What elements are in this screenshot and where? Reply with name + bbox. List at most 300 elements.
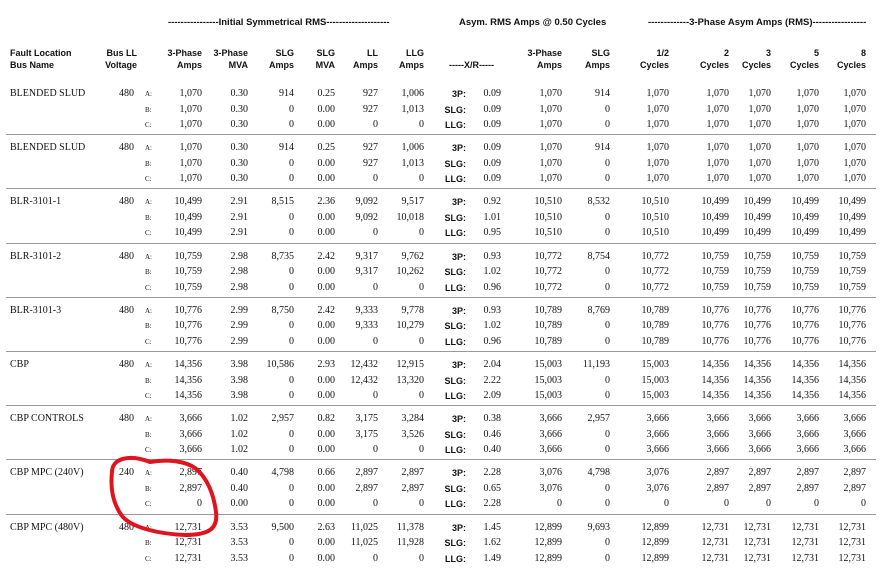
cell-three-cycle: 10,776 bbox=[743, 335, 771, 347]
cell-five-cycle: 1,070 bbox=[796, 103, 819, 115]
cell-slg-amps: 0 bbox=[289, 498, 294, 510]
cell-asym-3ph: 10,510 bbox=[534, 211, 562, 223]
cell-3ph-mva: 3.98 bbox=[230, 359, 248, 370]
cell-three-cycle: 3,666 bbox=[748, 444, 771, 456]
cell-two-cycle: 10,499 bbox=[701, 211, 729, 223]
cell-ll-amps: 3,175 bbox=[355, 413, 378, 425]
cell-three-cycle: 1,070 bbox=[748, 173, 771, 185]
bus-name: BLENDED SLUD bbox=[10, 142, 86, 154]
cell-half-cycle: 1,070 bbox=[646, 142, 669, 154]
cell-slg-amps: 0 bbox=[289, 335, 294, 347]
cell-3ph-amps: 2,897 bbox=[179, 467, 202, 479]
cell-two-cycle: 3,666 bbox=[706, 413, 729, 425]
cell-ll-amps: 12,432 bbox=[350, 359, 378, 370]
cell-slg-amps: 0 bbox=[289, 320, 294, 332]
col-ll-amps-header-2: Amps bbox=[352, 60, 378, 70]
bus-name-header: Bus Name bbox=[10, 60, 55, 70]
cell-eight-cycle: 3,666 bbox=[843, 413, 866, 425]
cell-llg-amps: 1,006 bbox=[401, 88, 424, 99]
cell-3ph-mva: 2.91 bbox=[230, 211, 248, 223]
xr-fault-type: SLG: bbox=[444, 212, 466, 223]
col-slg-amps-header: SLG bbox=[275, 48, 294, 58]
bus-separator bbox=[6, 405, 876, 406]
cell-3ph-mva: 2.99 bbox=[230, 320, 248, 332]
asym-3ph-amps-header: 3-Phase bbox=[527, 48, 562, 58]
xr-fault-type: LLG: bbox=[445, 336, 466, 347]
cell-two-cycle: 14,356 bbox=[701, 359, 729, 370]
cell-ll-amps: 2,897 bbox=[355, 467, 378, 479]
phase-label: C: bbox=[145, 283, 152, 292]
cell-3ph-amps: 1,070 bbox=[179, 173, 202, 185]
phase-label: A: bbox=[145, 144, 152, 153]
cell-slg-amps: 8,750 bbox=[271, 304, 294, 316]
cell-xr: 0.09 bbox=[483, 157, 501, 169]
cell-half-cycle: 10,772 bbox=[641, 281, 669, 293]
cell-3ph-mva: 0.00 bbox=[230, 498, 248, 510]
cell-two-cycle: 10,776 bbox=[701, 320, 729, 332]
xr-fault-type: LLG: bbox=[445, 282, 466, 293]
cell-asym-3ph: 3,076 bbox=[539, 482, 562, 494]
cell-half-cycle: 10,789 bbox=[641, 320, 669, 332]
cell-slg-amps: 8,735 bbox=[271, 250, 294, 262]
cell-xr: 0.65 bbox=[483, 482, 501, 494]
cell-two-cycle: 10,759 bbox=[701, 250, 729, 262]
cell-slg-mva: 0.00 bbox=[317, 335, 335, 347]
cell-slg-amps: 0 bbox=[289, 444, 294, 456]
cell-five-cycle: 3,666 bbox=[796, 428, 819, 440]
cell-3ph-mva: 0.30 bbox=[230, 173, 248, 185]
cell-five-cycle: 10,499 bbox=[791, 196, 819, 208]
cell-asym-3ph: 12,899 bbox=[534, 521, 562, 533]
cell-3ph-amps: 12,731 bbox=[174, 521, 202, 533]
bus-separator bbox=[6, 459, 876, 460]
cell-eight-cycle: 14,356 bbox=[838, 359, 866, 370]
cell-eight-cycle: 1,070 bbox=[843, 157, 866, 169]
cell-three-cycle: 3,666 bbox=[748, 428, 771, 440]
bus-name: CBP MPC (240V) bbox=[10, 467, 84, 479]
cell-ll-amps: 0 bbox=[373, 444, 378, 456]
cell-3ph-mva: 3.53 bbox=[230, 537, 248, 549]
eight-cycle-header: 8 bbox=[860, 48, 866, 58]
cell-3ph-mva: 0.30 bbox=[230, 103, 248, 115]
cell-eight-cycle: 10,759 bbox=[838, 281, 866, 293]
cell-slg-amps: 0 bbox=[289, 173, 294, 185]
cell-slg-amps: 0 bbox=[289, 227, 294, 239]
cell-half-cycle: 1,070 bbox=[646, 157, 669, 169]
cell-asym-slg: 0 bbox=[605, 266, 610, 278]
cell-two-cycle: 1,070 bbox=[706, 173, 729, 185]
col-ll-amps-header: LL bbox=[367, 48, 378, 58]
bus-separator bbox=[6, 188, 876, 189]
cell-xr: 0.46 bbox=[483, 428, 501, 440]
cell-half-cycle: 1,070 bbox=[646, 88, 669, 99]
cell-asym-3ph: 1,070 bbox=[539, 173, 562, 185]
xr-fault-type: LLG: bbox=[445, 120, 466, 130]
cell-three-cycle: 1,070 bbox=[748, 103, 771, 115]
five-cycle-header: 5 bbox=[813, 48, 819, 58]
col-3ph-mva-header-2: MVA bbox=[228, 60, 248, 70]
cell-five-cycle: 0 bbox=[814, 498, 819, 510]
cell-asym-slg: 11,193 bbox=[582, 359, 610, 370]
cell-three-cycle: 10,759 bbox=[743, 281, 771, 293]
cell-llg-amps: 0 bbox=[419, 227, 424, 239]
cell-3ph-amps: 10,499 bbox=[174, 227, 202, 239]
cell-3ph-amps: 10,776 bbox=[174, 335, 202, 347]
cell-asym-slg: 8,769 bbox=[587, 304, 610, 316]
cell-five-cycle: 2,897 bbox=[796, 482, 819, 494]
cell-two-cycle: 2,897 bbox=[706, 467, 729, 479]
cell-half-cycle: 3,666 bbox=[646, 444, 669, 456]
phase-label: B: bbox=[145, 213, 152, 222]
cell-3ph-amps: 10,499 bbox=[174, 211, 202, 223]
cell-asym-3ph: 15,003 bbox=[534, 374, 562, 386]
cell-two-cycle: 10,776 bbox=[701, 335, 729, 347]
cell-three-cycle: 10,776 bbox=[743, 320, 771, 332]
cell-slg-mva: 0.00 bbox=[317, 498, 335, 510]
cell-3ph-amps: 3,666 bbox=[179, 413, 202, 425]
bus-voltage: 480 bbox=[119, 413, 134, 425]
cell-three-cycle: 14,356 bbox=[743, 359, 771, 370]
cell-3ph-mva: 3.98 bbox=[230, 390, 248, 401]
cell-half-cycle: 0 bbox=[664, 498, 669, 510]
phase-label: B: bbox=[145, 322, 152, 331]
cell-five-cycle: 14,356 bbox=[791, 390, 819, 401]
cell-llg-amps: 1,013 bbox=[401, 103, 424, 115]
cell-xr: 2.22 bbox=[483, 374, 501, 386]
phase-label: B: bbox=[145, 159, 152, 168]
bus-separator bbox=[6, 134, 876, 135]
phase-label: B: bbox=[145, 430, 152, 439]
cell-asym-3ph: 10,789 bbox=[534, 304, 562, 316]
bus-voltage: 480 bbox=[119, 521, 134, 533]
cell-half-cycle: 15,003 bbox=[641, 359, 669, 370]
two-cycle-header: 2 bbox=[723, 48, 729, 58]
cell-asym-slg: 9,693 bbox=[587, 521, 610, 533]
cell-3ph-amps: 1,070 bbox=[179, 103, 202, 115]
cell-slg-mva: 2.42 bbox=[317, 250, 335, 262]
cell-three-cycle: 10,499 bbox=[743, 211, 771, 223]
xr-fault-type: 3P: bbox=[451, 197, 466, 208]
cell-eight-cycle: 10,776 bbox=[838, 335, 866, 347]
cell-three-cycle: 10,776 bbox=[743, 304, 771, 316]
cell-llg-amps: 9,778 bbox=[401, 304, 424, 316]
cell-ll-amps: 0 bbox=[373, 335, 378, 347]
cell-five-cycle: 10,499 bbox=[791, 227, 819, 239]
cell-two-cycle: 0 bbox=[724, 498, 729, 510]
cell-llg-amps: 3,526 bbox=[401, 428, 424, 440]
cell-asym-3ph: 3,666 bbox=[539, 413, 562, 425]
col-3ph-amps-header-2: Amps bbox=[176, 60, 202, 70]
cell-asym-slg: 914 bbox=[595, 88, 610, 99]
cell-half-cycle: 15,003 bbox=[641, 374, 669, 386]
cell-slg-mva: 0.82 bbox=[317, 413, 335, 425]
phase-label: C: bbox=[145, 446, 152, 455]
cell-ll-amps: 927 bbox=[363, 142, 378, 154]
cell-3ph-amps: 1,070 bbox=[179, 119, 202, 130]
cell-slg-amps: 0 bbox=[289, 281, 294, 293]
cell-eight-cycle: 0 bbox=[861, 498, 866, 510]
five-cycle-header-2: Cycles bbox=[789, 60, 819, 70]
cell-asym-slg: 8,532 bbox=[587, 196, 610, 208]
cell-slg-amps: 0 bbox=[289, 211, 294, 223]
bus-name: BLENDED SLUD bbox=[10, 88, 86, 99]
cell-three-cycle: 3,666 bbox=[748, 413, 771, 425]
cell-xr: 0.93 bbox=[483, 250, 501, 262]
cell-xr: 0.96 bbox=[483, 281, 501, 293]
phase-label: B: bbox=[145, 105, 152, 114]
cell-asym-3ph: 15,003 bbox=[534, 390, 562, 401]
phase-label: A: bbox=[145, 523, 152, 532]
cell-asym-slg: 0 bbox=[605, 157, 610, 169]
xr-fault-type: 3P: bbox=[451, 89, 466, 99]
cell-ll-amps: 0 bbox=[373, 281, 378, 293]
three-cycle-header-2: Cycles bbox=[741, 60, 771, 70]
xr-fault-type: LLG: bbox=[445, 228, 466, 239]
cell-five-cycle: 14,356 bbox=[791, 374, 819, 386]
cell-asym-slg: 0 bbox=[605, 281, 610, 293]
cell-three-cycle: 12,731 bbox=[743, 552, 771, 564]
cell-llg-amps: 1,013 bbox=[401, 157, 424, 169]
xr-fault-type: 3P: bbox=[451, 251, 466, 262]
cell-ll-amps: 11,025 bbox=[350, 521, 378, 533]
cell-asym-3ph: 1,070 bbox=[539, 103, 562, 115]
cell-3ph-mva: 2.98 bbox=[230, 266, 248, 278]
cell-two-cycle: 1,070 bbox=[706, 142, 729, 154]
phase-label: A: bbox=[145, 252, 152, 261]
cell-3ph-mva: 2.98 bbox=[230, 250, 248, 262]
cell-xr: 0.09 bbox=[483, 103, 501, 115]
cell-3ph-amps: 12,731 bbox=[174, 552, 202, 564]
cell-three-cycle: 12,731 bbox=[743, 537, 771, 549]
cell-llg-amps: 10,262 bbox=[396, 266, 424, 278]
xr-fault-type: SLG: bbox=[444, 321, 466, 332]
cell-3ph-mva: 3.53 bbox=[230, 552, 248, 564]
cell-xr: 0.09 bbox=[483, 142, 501, 154]
cell-xr: 1.02 bbox=[483, 320, 501, 332]
cell-eight-cycle: 10,776 bbox=[838, 304, 866, 316]
cell-three-cycle: 0 bbox=[766, 498, 771, 510]
phase-label: A: bbox=[145, 198, 152, 207]
phase-label: C: bbox=[145, 175, 152, 184]
cell-llg-amps: 10,018 bbox=[396, 211, 424, 223]
bus-name: CBP MPC (480V) bbox=[10, 521, 84, 533]
cell-half-cycle: 15,003 bbox=[641, 390, 669, 401]
cell-llg-amps: 13,320 bbox=[396, 374, 424, 386]
cell-two-cycle: 10,499 bbox=[701, 196, 729, 208]
cell-3ph-mva: 3.98 bbox=[230, 374, 248, 386]
cell-asym-3ph: 15,003 bbox=[534, 359, 562, 370]
cell-xr: 0.38 bbox=[483, 413, 501, 425]
cell-five-cycle: 12,731 bbox=[791, 537, 819, 549]
phase-label: A: bbox=[145, 90, 152, 98]
cell-llg-amps: 0 bbox=[419, 498, 424, 510]
cell-three-cycle: 10,759 bbox=[743, 250, 771, 262]
cell-five-cycle: 1,070 bbox=[796, 119, 819, 130]
cell-eight-cycle: 10,499 bbox=[838, 196, 866, 208]
cell-two-cycle: 10,759 bbox=[701, 266, 729, 278]
xr-fault-type: 3P: bbox=[451, 414, 466, 425]
two-cycle-header-2: Cycles bbox=[699, 60, 729, 70]
col-slg-mva-header-2: MVA bbox=[315, 60, 335, 70]
cell-asym-3ph: 1,070 bbox=[539, 157, 562, 169]
cell-xr: 0.93 bbox=[483, 304, 501, 316]
cell-two-cycle: 1,070 bbox=[706, 119, 729, 130]
cell-slg-amps: 10,586 bbox=[266, 359, 294, 370]
cell-3ph-mva: 0.30 bbox=[230, 157, 248, 169]
cell-eight-cycle: 12,731 bbox=[838, 537, 866, 549]
bus-name: BLR-3101-1 bbox=[10, 196, 62, 208]
cell-five-cycle: 1,070 bbox=[796, 157, 819, 169]
cell-llg-amps: 2,897 bbox=[401, 482, 424, 494]
cell-three-cycle: 2,897 bbox=[748, 482, 771, 494]
asym-section-title: Asym. RMS Amps @ 0.50 Cycles bbox=[459, 17, 607, 28]
cell-slg-amps: 0 bbox=[289, 119, 294, 130]
cell-slg-mva: 0.00 bbox=[317, 537, 335, 549]
cell-3ph-amps: 3,666 bbox=[179, 428, 202, 440]
xr-fault-type: 3P: bbox=[451, 305, 466, 316]
cell-asym-3ph: 10,772 bbox=[534, 250, 562, 262]
cell-slg-mva: 0.00 bbox=[317, 482, 335, 494]
cell-asym-slg: 0 bbox=[605, 103, 610, 115]
cell-slg-mva: 0.00 bbox=[317, 390, 335, 401]
cell-llg-amps: 0 bbox=[419, 281, 424, 293]
bus-voltage: 480 bbox=[119, 359, 134, 370]
cell-slg-amps: 914 bbox=[279, 142, 294, 154]
xr-fault-type: SLG: bbox=[444, 267, 466, 278]
xr-fault-type: SLG: bbox=[444, 375, 466, 386]
cell-asym-slg: 0 bbox=[605, 211, 610, 223]
cell-asym-slg: 914 bbox=[595, 142, 610, 154]
cell-slg-mva: 0.00 bbox=[317, 374, 335, 386]
bus-name: CBP bbox=[10, 359, 29, 370]
cell-asym-3ph: 10,510 bbox=[534, 227, 562, 239]
cell-xr: 1.62 bbox=[483, 537, 501, 549]
bus-separator bbox=[6, 297, 876, 298]
cell-slg-amps: 0 bbox=[289, 266, 294, 278]
cell-slg-amps: 0 bbox=[289, 374, 294, 386]
phase-label: C: bbox=[145, 392, 152, 400]
cell-five-cycle: 3,666 bbox=[796, 444, 819, 456]
cell-3ph-amps: 10,759 bbox=[174, 281, 202, 293]
fault-location-header: Fault Location bbox=[10, 48, 72, 58]
cell-slg-amps: 0 bbox=[289, 428, 294, 440]
cell-3ph-amps: 10,776 bbox=[174, 304, 202, 316]
cell-asym-slg: 0 bbox=[605, 428, 610, 440]
bus-separator bbox=[6, 351, 876, 352]
bus-voltage: 480 bbox=[119, 250, 134, 262]
phase-label: C: bbox=[145, 337, 152, 346]
cell-five-cycle: 10,776 bbox=[791, 320, 819, 332]
cell-asym-3ph: 1,070 bbox=[539, 119, 562, 130]
cell-3ph-amps: 1,070 bbox=[179, 142, 202, 154]
cell-llg-amps: 11,378 bbox=[396, 521, 424, 533]
cell-two-cycle: 3,666 bbox=[706, 444, 729, 456]
cell-half-cycle: 3,666 bbox=[646, 413, 669, 425]
cell-slg-amps: 0 bbox=[289, 537, 294, 549]
half-cycle-header-2: Cycles bbox=[639, 60, 669, 70]
cell-asym-slg: 0 bbox=[605, 390, 610, 401]
cell-slg-mva: 0.00 bbox=[317, 119, 335, 130]
cell-two-cycle: 14,356 bbox=[701, 390, 729, 401]
cell-slg-amps: 0 bbox=[289, 482, 294, 494]
cell-three-cycle: 14,356 bbox=[743, 390, 771, 401]
cell-slg-mva: 0.00 bbox=[317, 266, 335, 278]
cell-slg-mva: 0.00 bbox=[317, 211, 335, 223]
cell-half-cycle: 10,510 bbox=[641, 227, 669, 239]
cell-3ph-amps: 10,776 bbox=[174, 320, 202, 332]
cell-five-cycle: 10,759 bbox=[791, 266, 819, 278]
cell-llg-amps: 1,006 bbox=[401, 142, 424, 154]
cell-llg-amps: 0 bbox=[419, 335, 424, 347]
xr-fault-type: SLG: bbox=[444, 429, 466, 440]
cell-slg-amps: 8,515 bbox=[271, 196, 294, 208]
cell-asym-slg: 4,798 bbox=[587, 467, 610, 479]
cell-five-cycle: 1,070 bbox=[796, 142, 819, 154]
phase-label: A: bbox=[145, 415, 152, 424]
cell-llg-amps: 0 bbox=[419, 390, 424, 401]
cell-asym-3ph: 12,899 bbox=[534, 537, 562, 549]
col-slg-amps-header-2: Amps bbox=[268, 60, 294, 70]
cell-3ph-mva: 0.30 bbox=[230, 119, 248, 130]
cell-slg-mva: 0.00 bbox=[317, 227, 335, 239]
cell-asym-slg: 0 bbox=[605, 552, 610, 564]
cell-asym-slg: 0 bbox=[605, 119, 610, 130]
cell-ll-amps: 0 bbox=[373, 552, 378, 564]
cell-ll-amps: 9,317 bbox=[355, 250, 378, 262]
cell-three-cycle: 14,356 bbox=[743, 374, 771, 386]
cell-xr: 0.92 bbox=[483, 196, 501, 208]
bus-voltage: 480 bbox=[119, 304, 134, 316]
cell-llg-amps: 9,517 bbox=[401, 196, 424, 208]
cell-three-cycle: 1,070 bbox=[748, 88, 771, 99]
cell-five-cycle: 1,070 bbox=[796, 88, 819, 99]
cell-eight-cycle: 3,666 bbox=[843, 428, 866, 440]
cell-3ph-mva: 3.53 bbox=[230, 521, 248, 533]
cell-3ph-mva: 0.40 bbox=[230, 467, 248, 479]
cell-ll-amps: 0 bbox=[373, 119, 378, 130]
cell-three-cycle: 10,759 bbox=[743, 266, 771, 278]
cell-ll-amps: 11,025 bbox=[350, 537, 378, 549]
cell-slg-mva: 0.00 bbox=[317, 444, 335, 456]
cell-half-cycle: 3,666 bbox=[646, 428, 669, 440]
cell-asym-3ph: 10,789 bbox=[534, 320, 562, 332]
asym-slg-amps-header-2: Amps bbox=[584, 60, 610, 70]
cell-three-cycle: 10,499 bbox=[743, 227, 771, 239]
cell-ll-amps: 9,092 bbox=[355, 211, 378, 223]
cell-eight-cycle: 10,776 bbox=[838, 320, 866, 332]
cell-eight-cycle: 14,356 bbox=[838, 390, 866, 401]
cell-two-cycle: 12,731 bbox=[701, 521, 729, 533]
cell-3ph-amps: 2,897 bbox=[179, 482, 202, 494]
cell-half-cycle: 1,070 bbox=[646, 119, 669, 130]
xr-fault-type: LLG: bbox=[445, 445, 466, 456]
cell-eight-cycle: 10,499 bbox=[838, 211, 866, 223]
xr-fault-type: 3P: bbox=[451, 522, 466, 533]
bus-voltage: 480 bbox=[119, 88, 134, 99]
cell-3ph-mva: 1.02 bbox=[230, 428, 248, 440]
col-slg-mva-header: SLG bbox=[316, 48, 335, 58]
cell-ll-amps: 9,333 bbox=[355, 304, 378, 316]
cell-3ph-mva: 2.91 bbox=[230, 227, 248, 239]
cell-asym-3ph: 1,070 bbox=[539, 142, 562, 154]
col-llg-amps-header: LLG bbox=[406, 48, 424, 58]
cell-two-cycle: 3,666 bbox=[706, 428, 729, 440]
cell-eight-cycle: 2,897 bbox=[843, 467, 866, 479]
cell-3ph-mva: 0.40 bbox=[230, 482, 248, 494]
bus-voltage: 480 bbox=[119, 142, 134, 154]
cell-slg-mva: 0.25 bbox=[317, 88, 335, 99]
cell-two-cycle: 10,759 bbox=[701, 281, 729, 293]
